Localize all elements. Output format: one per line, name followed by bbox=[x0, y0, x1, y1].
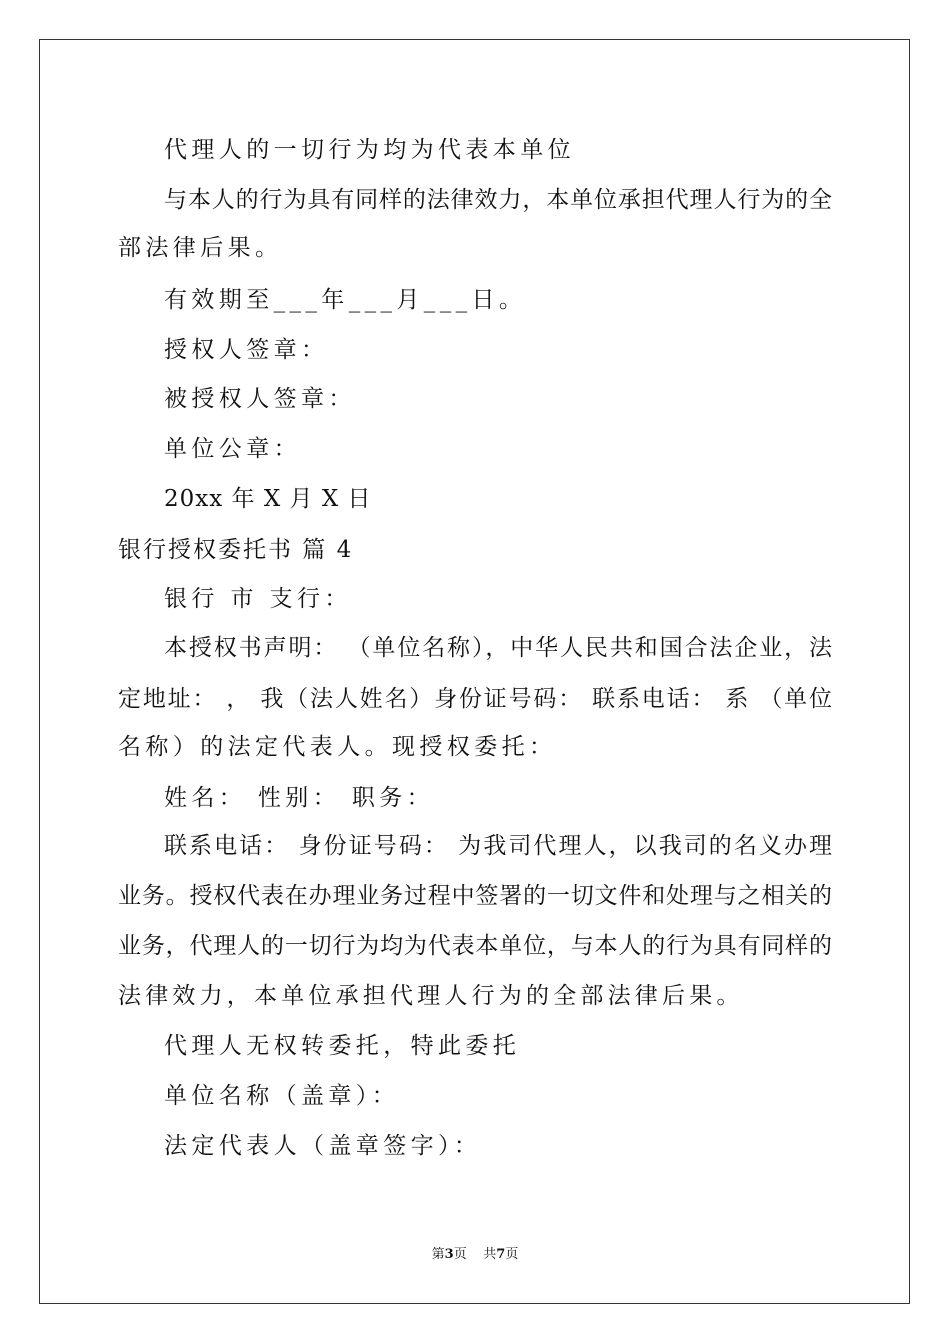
addressee-line: 银行 市 支行： bbox=[164, 586, 352, 612]
page-prefix: 第 bbox=[431, 1247, 445, 1262]
grantee-signature-label: 被授权人签章： bbox=[164, 386, 356, 412]
paragraph-line: 代理人无权转委托，特此委托 bbox=[164, 1033, 521, 1059]
paragraph-line: 与本人的行为具有同样的法律效力，本单位承担代理人行为的全 bbox=[164, 187, 832, 213]
validity-line: 有效期至___年___月___日。 bbox=[164, 287, 527, 313]
section-heading: 银行授权委托书 篇 4 bbox=[118, 537, 354, 563]
paragraph-line: 业务，代理人的一切行为均为代表本单位，与本人的行为具有同样的 bbox=[118, 933, 832, 959]
page-suffix: 页 bbox=[453, 1247, 467, 1262]
paragraph-line: 业务。授权代表在办理业务过程中签署的一切文件和处理与之相关的 bbox=[118, 883, 832, 909]
paragraph-line: 联系电话： 身份证号码： 为我司代理人，以我司的名义办理 bbox=[164, 833, 832, 859]
grantor-signature-label: 授权人签章： bbox=[164, 337, 329, 363]
total-pages: 7 bbox=[496, 1247, 506, 1262]
page-border bbox=[39, 39, 910, 1304]
unit-seal-label: 单位公章： bbox=[164, 436, 301, 462]
paragraph-line: 部法律后果。 bbox=[118, 235, 283, 261]
paragraph-line: 法律效力，本单位承担代理人行为的全部法律后果。 bbox=[118, 983, 744, 1009]
paragraph-line: 代理人的一切行为均为代表本单位 bbox=[164, 137, 575, 163]
total-suffix: 页 bbox=[505, 1247, 519, 1262]
total-prefix: 共 bbox=[483, 1247, 497, 1262]
paragraph-line: 名称）的法定代表人。现授权委托： bbox=[118, 734, 557, 760]
page-number: 3 bbox=[444, 1247, 454, 1262]
legal-rep-label: 法定代表人（盖章签字）： bbox=[164, 1133, 482, 1159]
paragraph-line: 定地址： ， 我（法人姓名）身份证号码： 联系电话： 系 （单位 bbox=[118, 686, 832, 712]
agent-info-line: 姓名： 性别： 职务： bbox=[164, 785, 435, 811]
unit-name-label: 单位名称（盖章）： bbox=[164, 1083, 400, 1109]
paragraph-line: 本授权书声明： （单位名称），中华人民共和国合法企业，法 bbox=[164, 635, 832, 661]
date-line: 20xx 年 X 月 X 日 bbox=[164, 486, 372, 512]
page-footer bbox=[0, 1247, 950, 1263]
